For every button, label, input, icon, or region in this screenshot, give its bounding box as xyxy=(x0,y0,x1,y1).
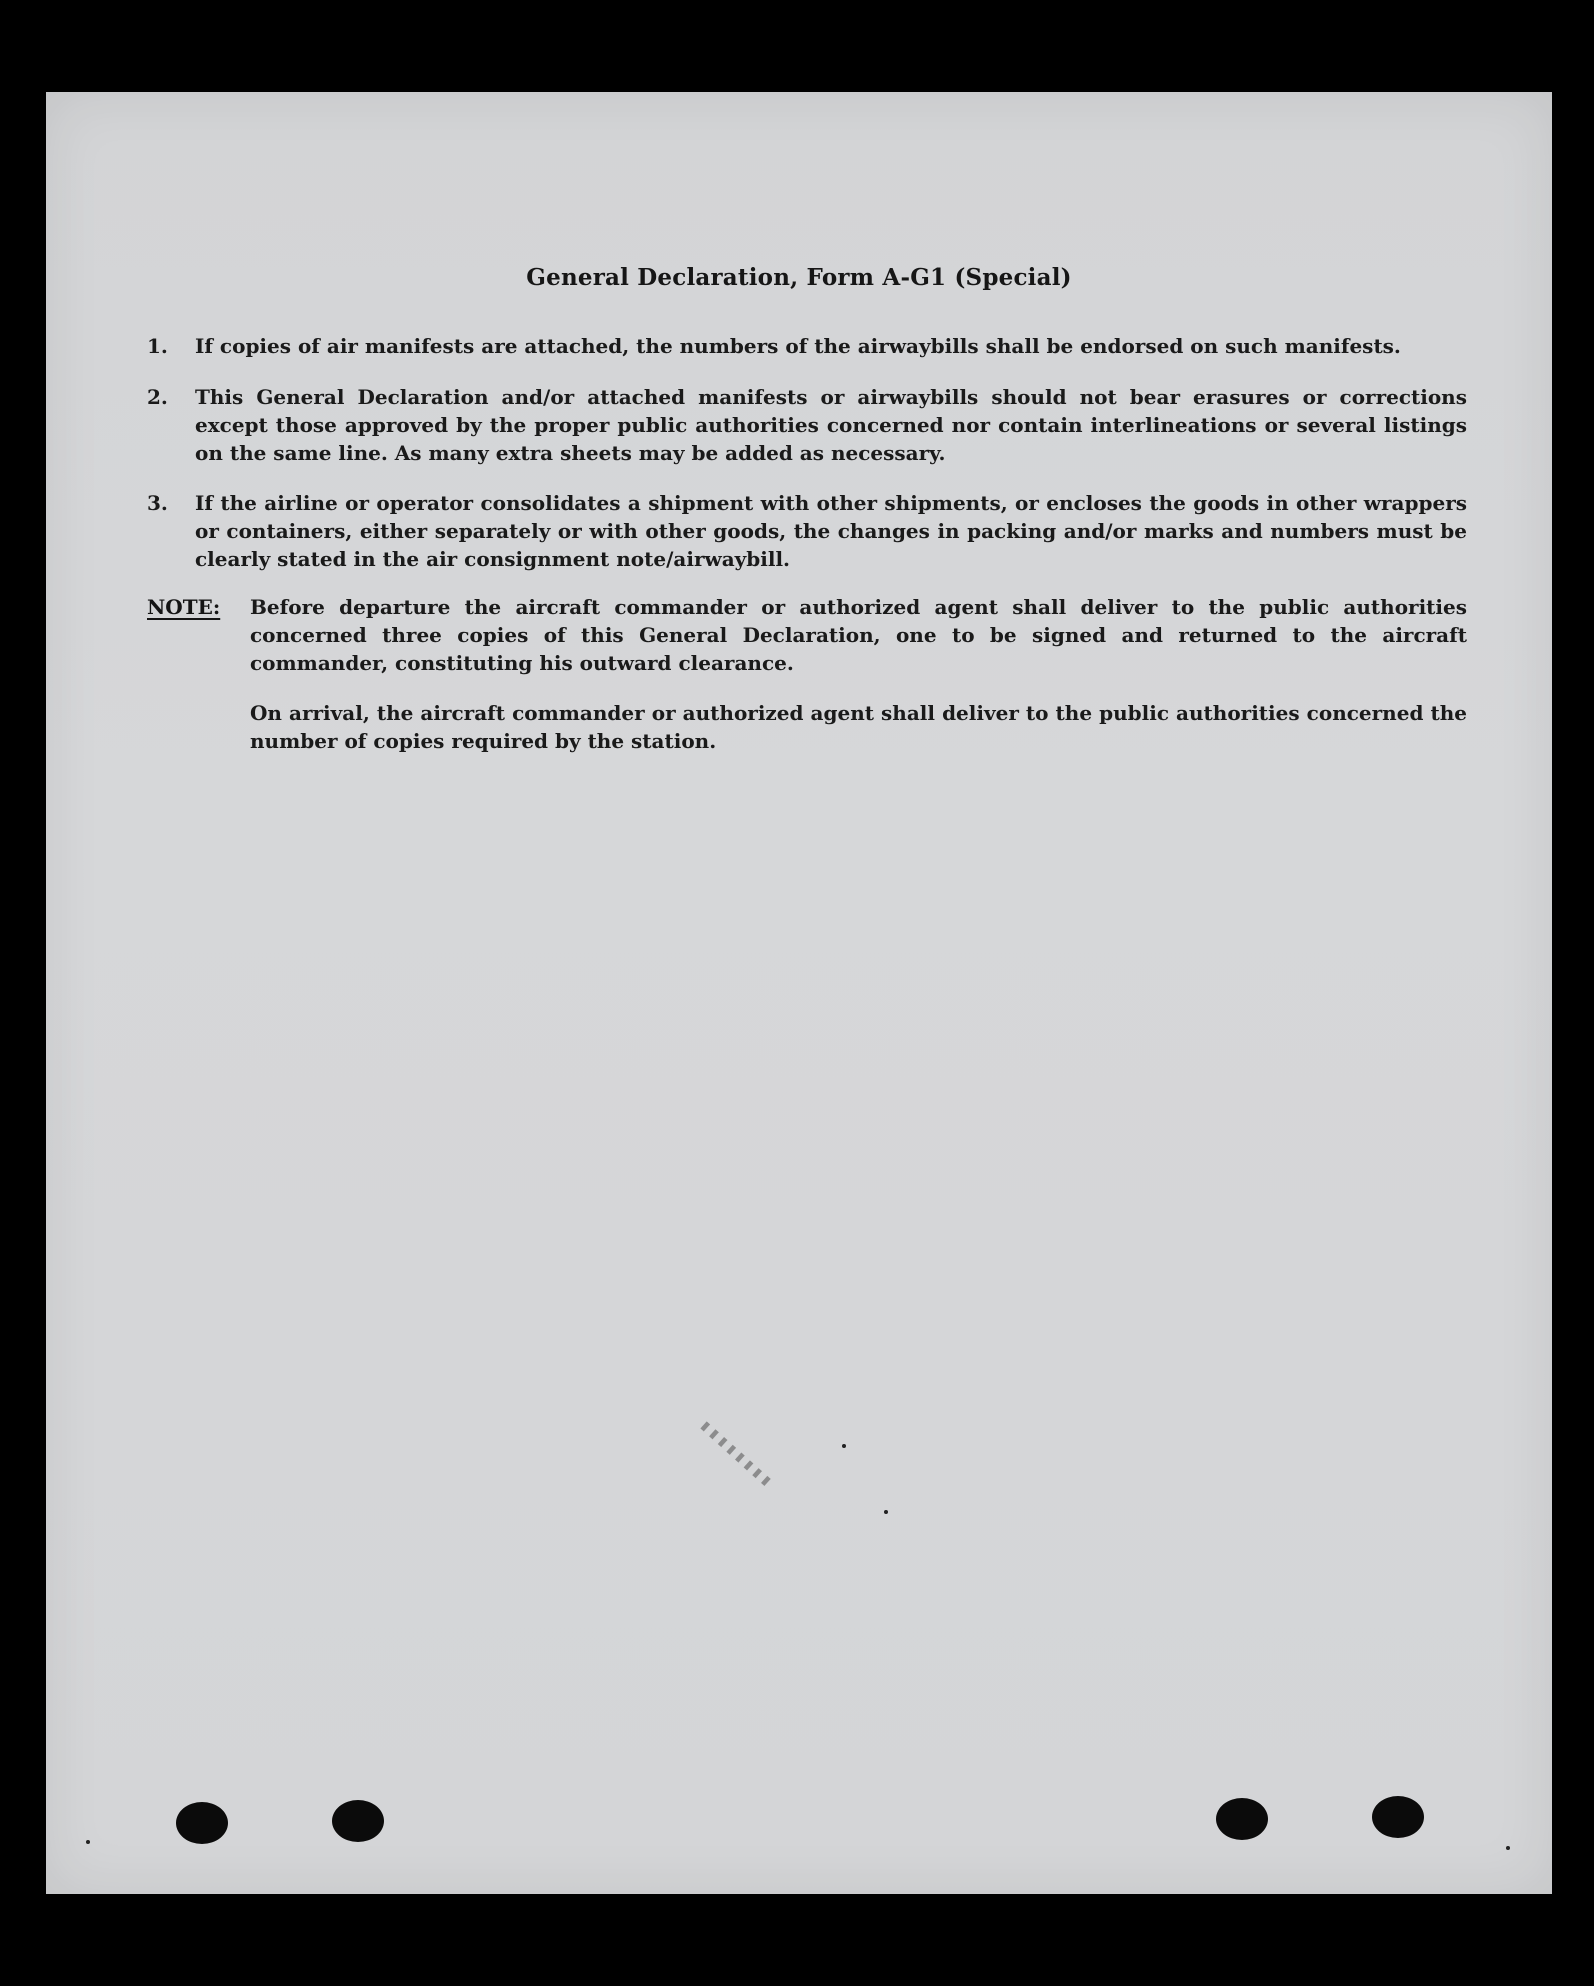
punch-hole-right-2 xyxy=(1372,1796,1424,1838)
note-paragraph-1: Before departure the aircraft commander or authorized agent shall deliver to the public authorities concerned three copies of this General Declaration, one to be signed and returned to the aircraft commander, constituting his outward clearance. xyxy=(250,595,1467,675)
note-label: NOTE: xyxy=(147,595,221,619)
instruction-item-2 xyxy=(147,383,1467,467)
item-number: 1. xyxy=(147,334,168,358)
item-number: 2. xyxy=(147,385,168,409)
speck-mark xyxy=(1506,1846,1510,1850)
item-text: If the airline or operator consolidates a shipment with other shipments, or encloses the goods in other wrappers or containers, either separately or with other goods, the changes in packing and/or marks and numbers must be clearly stated in the air consignment note/airwaybill. xyxy=(195,491,1467,571)
item-number: 3. xyxy=(147,491,168,515)
item-text: This General Declaration and/or attached manifests or airwaybills should not bear erasures or corrections except those approved by the proper public authorities concerned nor contain interlineations or several listings on the same line. As many extra sheets may be added as necessary. xyxy=(195,385,1467,465)
note-paragraph-2: On arrival, the aircraft commander or authorized agent shall deliver to the public authorities concerned the number of copies required by the station. xyxy=(250,701,1467,753)
instruction-item-3 xyxy=(147,489,1467,573)
punch-hole-left-2 xyxy=(332,1800,384,1842)
instruction-item-1 xyxy=(147,332,1467,360)
speck-mark xyxy=(842,1444,846,1448)
punch-hole-left-1 xyxy=(176,1802,228,1844)
document-page xyxy=(46,92,1552,1894)
document-title: General Declaration, Form A-G1 (Special) xyxy=(526,264,1072,291)
speck-mark xyxy=(884,1510,888,1514)
item-text: If copies of air manifests are attached, the numbers of the airwaybills shall be endorsed on such manifests. xyxy=(195,334,1401,358)
faded-stamp-mark: ▮▮▮▮▮▮▮▮ xyxy=(696,1415,779,1492)
punch-hole-right-1 xyxy=(1216,1798,1268,1840)
speck-mark xyxy=(86,1840,90,1844)
